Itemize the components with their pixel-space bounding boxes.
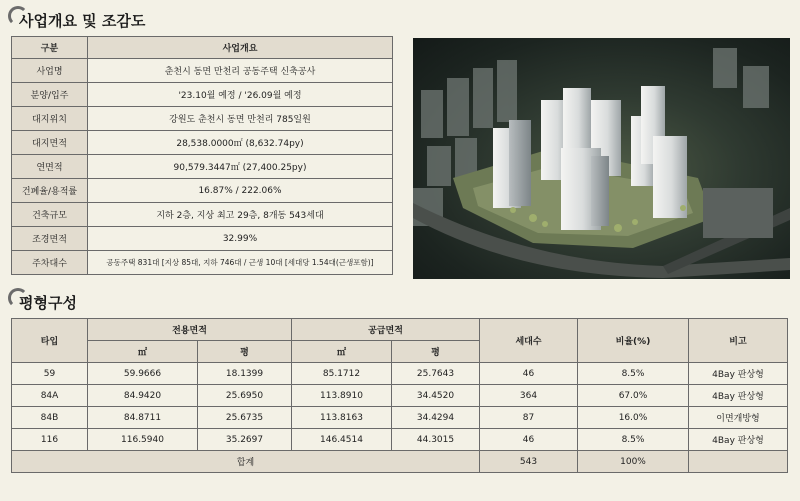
cell-note: 이면개방형 [689,407,788,429]
section-title-overview [13,10,145,31]
overview-row [12,179,393,203]
overview-row-label: 대지위치 [12,107,88,131]
overview-table [11,36,393,275]
overview-row [12,203,393,227]
unit-type-table [11,318,788,473]
cell-note: 4Bay 판상형 [689,385,788,407]
overview-row-label: 분양/입주 [12,83,88,107]
overview-row-label: 건폐율/용적률 [12,179,88,203]
total-row [12,451,788,473]
section-title-unit-types [13,292,77,313]
cell-sup-py: 44.3015 [392,429,480,451]
cell-type: 84A [12,385,88,407]
overview-row-value: 강원도 춘천시 동면 만천리 785일원 [88,107,393,131]
overview-row [12,131,393,155]
overview-row-value: 공동주택 831대 [지상 85대, 지하 746대 / 근생 10대 [세대당 1.54대(근생포함)] [88,251,393,275]
subheader-sup-pyeong: 평 [392,341,480,363]
cell-sup-py: 34.4520 [392,385,480,407]
cell-ex-py: 25.6950 [198,385,292,407]
overview-row [12,107,393,131]
overview-row-label: 주차대수 [12,251,88,275]
cell-ratio: 67.0% [578,385,689,407]
cell-ex-py: 25.6735 [198,407,292,429]
overview-row-label: 연면적 [12,155,88,179]
cell-type: 84B [12,407,88,429]
cell-ex-py: 18.1399 [198,363,292,385]
overview-row-value: 28,538.0000㎡ (8,632.74py) [88,131,393,155]
table-row [12,385,788,407]
header-type: 타입 [12,319,88,363]
subheader-sup-sqm: ㎡ [292,341,392,363]
overview-row-label: 사업명 [12,59,88,83]
overview-row-value: 32.99% [88,227,393,251]
overview-row-value: 춘천시 동면 만천리 공동주택 신축공사 [88,59,393,83]
header-households: 세대수 [480,319,578,363]
overview-row-label: 조경면적 [12,227,88,251]
cell-sup-py: 34.4294 [392,407,480,429]
overview-header-label: 구분 [12,37,88,59]
overview-row [12,83,393,107]
aerial-rendering-image [413,38,790,279]
header-exclusive-area: 전용면적 [88,319,292,341]
total-ratio: 100% [578,451,689,473]
cell-households: 46 [480,429,578,451]
header-note: 비고 [689,319,788,363]
cell-sup-m2: 85.1712 [292,363,392,385]
cell-ratio: 16.0% [578,407,689,429]
header-supply-area: 공급면적 [292,319,480,341]
cell-sup-m2: 113.8163 [292,407,392,429]
section-title-text: 평형구성 [19,294,77,312]
cell-type: 116 [12,429,88,451]
overview-row-label: 대지면적 [12,131,88,155]
cell-sup-m2: 146.4514 [292,429,392,451]
cell-ratio: 8.5% [578,363,689,385]
overview-row-value: '23.10월 예정 / '26.09월 예정 [88,83,393,107]
cell-ex-m2: 59.9666 [88,363,198,385]
cell-ex-py: 35.2697 [198,429,292,451]
table-row [12,363,788,385]
cell-households: 87 [480,407,578,429]
total-label: 합계 [12,451,480,473]
overview-row [12,155,393,179]
overview-row-value: 16.87% / 222.06% [88,179,393,203]
section-title-text: 사업개요 및 조감도 [19,12,146,30]
overview-row-value: 90,579.3447㎡ (27,400.25py) [88,155,393,179]
overview-row [12,251,393,275]
cell-type: 59 [12,363,88,385]
overview-row [12,227,393,251]
cell-note: 4Bay 판상형 [689,363,788,385]
cell-sup-m2: 113.8910 [292,385,392,407]
table-row [12,407,788,429]
subheader-ex-pyeong: 평 [198,341,292,363]
cell-ratio: 8.5% [578,429,689,451]
overview-header-row [12,37,393,59]
cell-note: 4Bay 판상형 [689,429,788,451]
aerial-rendering-illustration [413,38,790,279]
table-row [12,429,788,451]
overview-row-value: 지하 2층, 지상 최고 29층, 8개동 543세대 [88,203,393,227]
total-note [689,451,788,473]
cell-ex-m2: 84.9420 [88,385,198,407]
cell-sup-py: 25.7643 [392,363,480,385]
cell-ex-m2: 84.8711 [88,407,198,429]
overview-header-value: 사업개요 [88,37,393,59]
overview-row-label: 건축규모 [12,203,88,227]
cell-ex-m2: 116.5940 [88,429,198,451]
cell-households: 46 [480,363,578,385]
cell-households: 364 [480,385,578,407]
unit-table-header-row [12,319,788,341]
header-ratio: 비율(%) [578,319,689,363]
total-households: 543 [480,451,578,473]
subheader-ex-sqm: ㎡ [88,341,198,363]
overview-row [12,59,393,83]
